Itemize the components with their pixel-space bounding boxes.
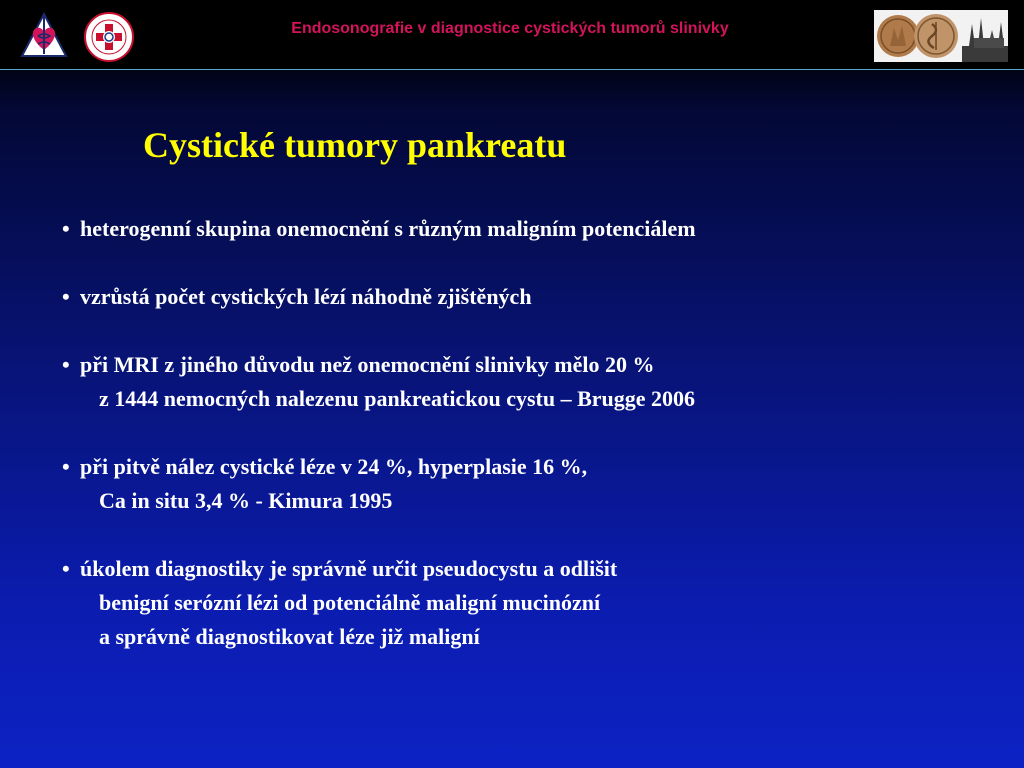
bullet-item	[62, 348, 982, 416]
slide-title: Cystické tumory pankreatu	[143, 125, 567, 165]
bullet-item	[62, 212, 982, 246]
bullet-icon: •	[62, 284, 70, 309]
hospital-red-cross-seal	[84, 12, 134, 62]
bullet-line	[62, 450, 982, 484]
bullet-continuation: Ca in situ 3,4 % - Kimura 1995	[99, 488, 393, 513]
bullet-text: při MRI z jiného důvodu než onemocnění slinivky mělo 20 %	[80, 352, 655, 377]
bullet-line	[62, 552, 982, 586]
bullet-text: úkolem diagnostiky je správně určit pseudocystu a odlišit	[80, 556, 618, 581]
bullet-text: vzrůstá počet cystických lézí náhodně zjištěných	[80, 284, 532, 309]
medals-and-cathedral-banner	[874, 10, 1008, 62]
bullet-icon: •	[62, 454, 70, 479]
bullet-continuation: z 1444 nemocných nalezenu pankreatickou cystu – Brugge 2006	[99, 386, 696, 411]
bullet-continuation: a správně diagnostikovat léze již maligní	[99, 624, 480, 649]
bullet-item	[62, 552, 982, 654]
bullet-line	[62, 348, 982, 382]
bullet-text: heterogenní skupina onemocnění s různým maligním potenciálem	[80, 216, 696, 241]
header-bar	[0, 0, 1024, 69]
bullet-line	[62, 280, 982, 314]
bullet-continuation: benigní serózní lézi od potenciálně maligní mucinózní	[99, 590, 601, 615]
bullet-item	[62, 280, 982, 314]
presentation-title: Endosonografie v diagnostice cystických tumorů slinivky	[291, 20, 729, 37]
bullet-line	[62, 212, 982, 246]
caduceus-heart-logo	[18, 10, 70, 62]
header-divider	[0, 69, 1024, 70]
bullet-icon: •	[62, 216, 70, 241]
bullet-icon: •	[62, 352, 70, 377]
bullet-item	[62, 450, 982, 518]
bullet-list	[62, 212, 982, 688]
bullet-text: při pitvě nález cystické léze v 24 %, hyperplasie 16 %,	[80, 454, 588, 479]
bullet-icon: •	[62, 556, 70, 581]
